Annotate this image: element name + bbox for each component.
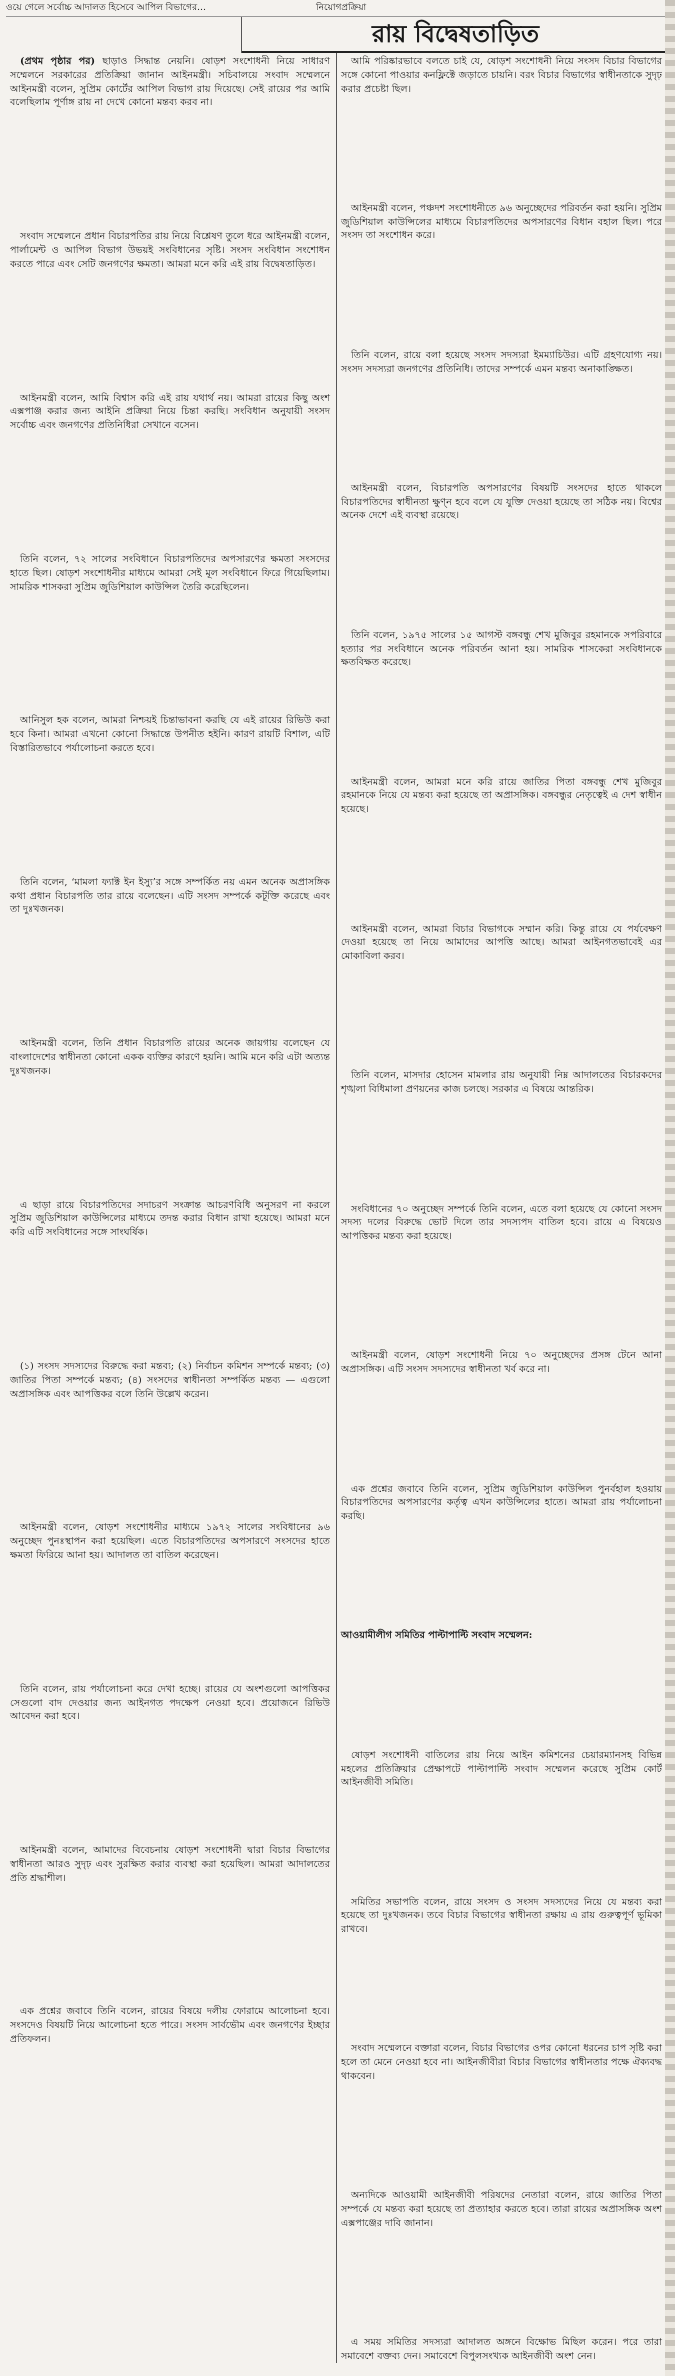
paragraph: তিনি বলেন, রায়ে বলা হয়েছে সংসদ সদস্যরা ইমম্যাচিউর। এটি গ্রহণযোগ্য নয়। সংসদ সদস্যরা জনগণের প্রতিনিধি। তাদের সম্পর্কে এমন মন্তব্য অনাকাঙ্ক্ষিত। — [341, 349, 662, 375]
paragraph: এ সময় সমিতির সদস্যরা আদালত অঙ্গনে বিক্ষোভ মিছিল করেন। পরে তারা সমাবেশে বক্তব্য দেন। সমাবেশে বিপুলসংখ্যক আইনজীবী অংশ নেন। — [341, 2337, 662, 2363]
article-columns — [6, 53, 669, 2363]
paragraph: এক প্রশ্নের জবাবে তিনি বলেন, সুপ্রিম জুডিশিয়াল কাউন্সিল পুনর্বহাল হওয়ায় বিচারপতিদের অপসারণের কর্তৃত্ব এখন কাউন্সিলের হাতে। আমরা রায় পর্যালোচনা করছি। — [341, 1483, 662, 1523]
paragraph: ষোড়শ সংশোধনী বাতিলের রায় নিয়ে আইন কমিশনের চেয়ারম্যানসহ বিভিন্ন মহলের প্রতিক্রিয়ার প্রেক্ষাপটে পাল্টাপাল্টি সংবাদ সম্মেলন করেছে সুপ্রিম কোর্ট আইনজীবী সমিতি। — [341, 1749, 662, 1789]
paragraph: তিনি বলেন, মাসদার হোসেন মামলার রায় অনুযায়ী নিম্ন আদালতের বিচারকদের শৃঙ্খলা বিধিমালা প্রণয়নের কাজ চলছে। সরকার এ বিষয়ে আন্তরিক। — [341, 1070, 662, 1096]
paragraph: সংবাদ সম্মেলনে বক্তারা বলেন, বিচার বিভাগের ওপর কোনো ধরনের চাপ সৃষ্টি করা হলে তা মেনে নেওয়া হবে না। আইনজীবীরা বিচার বিভাগের স্বাধীনতার পক্ষে ঐক্যবদ্ধ থাকবেন। — [341, 2043, 662, 2083]
sub-headline: আওয়ামীলীগ সমিতির পাল্টাপাল্টি সংবাদ সম্মেলন: — [341, 1630, 533, 1642]
paragraph: আইনমন্ত্রী বলেন, আমরা বিচার বিভাগকে সম্মান করি। কিন্তু রায়ে যে পর্যবেক্ষণ দেওয়া হয়েছে তা নিয়ে আমাদের আপত্তি আছে। আমরা আইনগতভাবেই এর মোকাবিলা করব। — [341, 923, 662, 963]
paragraph: আইনমন্ত্রী বলেন, আমি বিশ্বাস করি এই রায় যথার্থ নয়। আমরা রায়ের কিছু অংশ এক্সপাঞ্জ করার জন্য আইনি প্রক্রিয়া নিয়ে চিন্তা করছি। সংবিধান অনুযায়ী সংসদ সর্বোচ্চ এবং জনগণের প্রতিনিধিরা সেখানে বসেন। — [10, 392, 330, 432]
lead-paragraph — [10, 55, 330, 110]
paragraph: এ ছাড়া রায়ে বিচারপতিদের সদাচরণ সংক্রান্ত আচরণবিধি অনুসরণ না করলে সুপ্রিম জুডিশিয়াল কাউন্সিলের মাধ্যমে তদন্ত করার বিধান রাখা হয়েছে। আমরা মনে করি এটি সংবিধানের সঙ্গে সাংঘর্ষিক। — [10, 1199, 330, 1239]
paragraph: আনিসুল হক বলেন, আমরা নিশ্চয়ই চিন্তাভাবনা করছি যে এই রায়ের রিভিউ করা হবে কিনা। আমরা এখনো কোনো সিদ্ধান্তে উপনীত হইনি। কারণ রায়টি বিশাল, এটি বিস্তারিতভাবে পর্যালোচনা করতে হবে। — [10, 715, 330, 754]
headline: রায় বিদ্বেষতাড়িত — [242, 17, 669, 53]
paragraph: (১) সংসদ সদস্যদের বিরুদ্ধে করা মন্তব্য; (২) নির্বাচন কমিশন সম্পর্কে মন্তব্য; (৩) জাতির পিতা সম্পর্কে মন্তব্য; (৪) সংসদের স্বাধীনতা সম্পর্কিত মন্তব্য — এগুলো অপ্রাসঙ্গিক এবং আপত্তিকর বলে তিনি উল্লেখ করেন। — [10, 1360, 330, 1400]
paragraph: আইনমন্ত্রী বলেন, ষোড়শ সংশোধনীর মাধ্যমে ১৯৭২ সালের সংবিধানের ৯৬ অনুচ্ছেদ পুনঃস্থাপন করা হয়েছিল। এতে বিচারপতিদের অপসারণে সংসদের হাতে ক্ষমতা ফিরিয়ে আনা হয়। আদালত তা বাতিল করেছেন। — [10, 1522, 330, 1561]
paragraph: আমি পরিষ্কারভাবে বলতে চাই যে, ষোড়শ সংশোধনী নিয়ে সংসদ বিচার বিভাগের সঙ্গে কোনো পাওয়ার কনফ্লিক্টে জড়াতে চায়নি। বরং বিচার বিভাগের স্বাধীনতাকে সুদৃঢ় করার প্রচেষ্টা ছিল। — [341, 56, 662, 95]
paragraph: আইনমন্ত্রী বলেন, ষোড়শ সংশোধনী নিয়ে ৭০ অনুচ্ছেদের প্রসঙ্গ টেনে আনা অপ্রাসঙ্গিক। এটি সংসদ সদস্যদের স্বাধীনতা খর্ব করে না। — [341, 1350, 662, 1376]
article-left-column — [6, 53, 337, 2363]
article-right-column — [337, 53, 668, 2363]
paragraph: আইনমন্ত্রী বলেন, পঞ্চদশ সংশোধনীতে ৯৬ অনুচ্ছেদের পরিবর্তন করা হয়নি। সুপ্রিম জুডিশিয়াল কাউন্সিলের মাধ্যমে বিচারপতিদের অপসারণের বিধান বহাল ছিল। পরে সংসদ তা সংশোধন করে। — [341, 202, 662, 242]
top-right-text: নিয়োগপ্রক্রিয়া — [316, 3, 367, 13]
top-strip — [6, 0, 669, 17]
paragraph: আইনমন্ত্রী বলেন, বিচারপতি অপসারণের বিষয়টি সংসদের হাতে থাকলে বিচারপতিদের স্বাধীনতা ক্ষুণ্ন হবে বলে যে যুক্তি দেওয়া হয়েছে তা সঠিক নয়। বিশ্বের অনেক দেশে এই ব্যবস্থা রয়েছে। — [341, 482, 662, 522]
paragraph: তিনি বলেন, ‘মামলা ফ্যাক্ট ইন ইস্যু’র সঙ্গে সম্পর্কিত নয় এমন অনেক অপ্রাসঙ্গিক কথা প্রধান বিচারপতি তার রায়ে বলেছেন। এটি সংসদ সম্পর্কে কটূক্তি করেছে এবং তা দুঃখজনক। — [10, 876, 330, 916]
headline-spacer — [6, 17, 242, 53]
paragraph: তিনি বলেন, ৭২ সালের সংবিধানে বিচারপতিদের অপসারণের ক্ষমতা সংসদের হাতে ছিল। ষোড়শ সংশোধনীর মাধ্যমে আমরা সেই মূল সংবিধানে ফিরে গিয়েছিলাম। সামরিক শাসকরা সুপ্রিম জুডিশিয়াল কাউন্সিল তৈরি করেছিলেন। — [10, 553, 330, 593]
paragraph: অন্যদিকে আওয়ামী আইনজীবী পরিষদের নেতারা বলেন, রায়ে জাতির পিতা সম্পর্কে যে মন্তব্য করা হয়েছে তা প্রত্যাহার করতে হবে। তারা রায়ের অপ্রাসঙ্গিক অংশ এক্সপাঞ্জের দাবি জানান। — [341, 2190, 662, 2229]
paragraph: এক প্রশ্নের জবাবে তিনি বলেন, রায়ের বিষয়ে দলীয় ফোরামে আলোচনা হবে। সংসদেও বিষয়টি নিয়ে আলোচনা হতে পারে। সংসদ সার্বভৌম এবং জনগণের ইচ্ছার প্রতিফলন। — [10, 2006, 330, 2046]
paragraph: সংবিধানের ৭০ অনুচ্ছেদ সম্পর্কে তিনি বলেন, এতে বলা হয়েছে যে কোনো সংসদ সদস্য দলের বিরুদ্ধে ভোট দিলে তার সদস্যপদ বাতিল হবে। রায়ে এ বিষয়েও আপত্তিকর মন্তব্য করা হয়েছে। — [341, 1203, 662, 1243]
headline-row — [6, 17, 669, 53]
adjacent-page-edge — [665, 0, 675, 2376]
paragraph: তিনি বলেন, রায় পর্যালোচনা করে দেখা হচ্ছে। রায়ের যে অংশগুলো আপত্তিকর সেগুলো বাদ দেওয়ার জন্য আইনগত পদক্ষেপ নেওয়া হবে। প্রয়োজনে রিভিউ আবেদন করা হবে। — [10, 1683, 330, 1723]
continuation-label: (প্রথম পৃষ্ঠার পর) — [20, 56, 96, 67]
paragraph: আইনমন্ত্রী বলেন, আমরা মনে করি রায়ে জাতির পিতা বঙ্গবন্ধু শেখ মুজিবুর রহমানকে নিয়ে যে মন্তব্য করা হয়েছে তা অপ্রাসঙ্গিক। বঙ্গবন্ধুর নেতৃত্বেই এ দেশ স্বাধীন হয়েছে। — [341, 776, 662, 816]
paragraph: সমিতির সভাপতি বলেন, রায়ে সংসদ ও সংসদ সদস্যদের নিয়ে যে মন্তব্য করা হয়েছে তা দুঃখজনক। তবে বিচার বিভাগের স্বাধীনতা রক্ষায় এ রায় গুরুত্বপূর্ণ ভূমিকা রাখবে। — [341, 1896, 662, 1936]
top-left-text: ওয়ে গেলে সর্বোচ্চ আদালত হিসেবে আপিল বিভাগের… — [6, 3, 207, 13]
paragraph: সংবাদ সম্মেলনে প্রধান বিচারপতির রায় নিয়ে বিশ্লেষণ তুলে ধরে আইনমন্ত্রী বলেন, পার্লামেন্ট ও আপিল বিভাগ উভয়ই সংবিধানের সৃষ্টি। সংসদ সংবিধান সংশোধন করতে পারে এবং সেটি জনগণের ক্ষমতা। আমরা মনে করি এই রায় বিদ্বেষতাড়িত। — [10, 231, 330, 270]
paragraph: আইনমন্ত্রী বলেন, তিনি প্রধান বিচারপতি রায়ের অনেক জায়গায় বলেছেন যে বাংলাদেশের স্বাধীনতা কোনো একক ব্যক্তির কারণে হয়নি। আমি মনে করি এটা অত্যন্ত দুঃখজনক। — [10, 1038, 330, 1077]
paragraph-text: ছাড়াও সিদ্ধান্ত নেয়নি। ষোড়শ সংশোধনী নিয়ে সাধারণ সম্মেলনে সরকারের প্রতিক্রিয়া জানান আইনমন্ত্রী। সচিবালয়ে সংবাদ সম্মেলনে আইনমন্ত্রী বলেন, সুপ্রিম কোর্টের আপিল বিভাগ রায় দিয়েছে। সেই রায়ের পর আমি বলেছিলাম পূর্ণাঙ্গ রায় না দেখে কোনো মন্তব্য করব না। — [10, 56, 330, 109]
paragraph: আইনমন্ত্রী বলেন, আমাদের বিবেচনায় ষোড়শ সংশোধনী দ্বারা বিচার বিভাগের স্বাধীনতা আরও সুদৃঢ় এবং সুরক্ষিত করার ব্যবস্থা করা হয়েছিল। আমরা আদালতের প্রতি শ্রদ্ধাশীল। — [10, 1845, 330, 1884]
paragraph: তিনি বলেন, ১৯৭৫ সালের ১৫ আগস্ট বঙ্গবন্ধু শেখ মুজিবুর রহমানকে সপরিবারে হত্যার পর সংবিধানে অনেক পরিবর্তন আনা হয়। সামরিক শাসকেরা সংবিধানকে ক্ষতবিক্ষত করেছে। — [341, 629, 662, 669]
